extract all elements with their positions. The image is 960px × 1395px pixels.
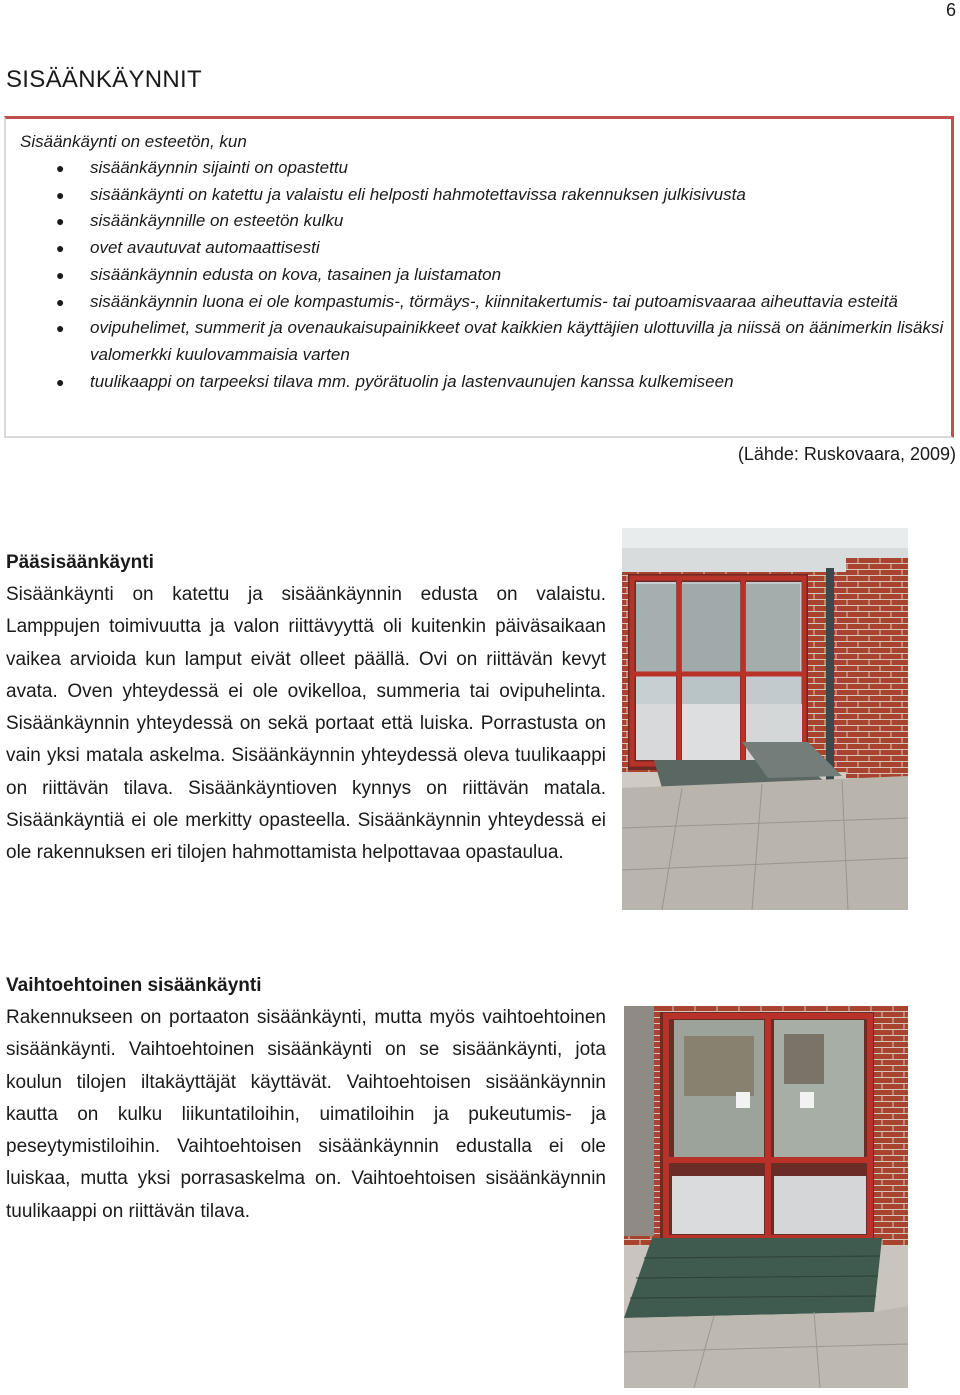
bullet-icon: ● [56,213,65,230]
alternative-entrance-section [6,970,606,1228]
bullet-icon: ● [56,293,65,310]
criteria-intro: Sisäänkäynti on esteetön, kun [20,132,247,151]
alternative-entrance-heading: Vaihtoehtoinen sisäänkäynti [6,975,262,996]
main-entrance-section [6,547,606,870]
list-item: ● ovet avautuvat automaattisesti [6,235,946,262]
criteria-list [6,155,946,395]
bullet-icon: ● [56,373,65,390]
main-entrance-heading: Pääsisäänkäynti [6,552,154,573]
page-title: SISÄÄNKÄYNNIT [6,66,202,93]
alternative-entrance-photo [624,1006,908,1388]
page-number: 6 [945,0,956,20]
list-item: ● ovipuhelimet, summerit ja ovenaukaisupainikkeet ovat kaikkien käyttäjien ulottuvilla ja niissä on äänimerkin lisäksi valomerkki kuulovammaisia varten [6,315,946,368]
list-item: ● sisäänkäynnin edusta on kova, tasainen ja luistamaton [6,262,946,289]
bullet-icon: ● [56,240,65,257]
main-entrance-text: Sisäänkäynti on katettu ja sisäänkäynnin edusta on valaistu. Lamppujen toimivuutta ja valon riittävyyttä oli kuitenkin päiväsaikaan vaikea arvioida kun lamput eivät olleet päällä. Ovi on riittävän kevyt avata. Oven yhteydessä ei ole ovikelloa, summeria tai ovipuhelinta. Sisäänkäynnin yhteydessä on sekä portaat että luiska. Porrastusta on vain yksi matala askelma. Sisäänkäynnin yhteydessä oleva tuulikaappi on riittävän tilava. Sisäänkäyntioven kynnys on riittävän matala. Sisäänkäyntiä ei ole merkitty opasteella. Sisäänkäynnin yhteydessä ei ole rakennuksen eri tilojen hahmottamista helpottavaa opastaulua. [6,584,606,864]
list-item: ● sisäänkäynnin luona ei ole kompastumis-, törmäys-, kiinnitakertumis- tai putoamisvaaraa aiheuttavia esteitä [6,289,946,316]
list-item: ● sisäänkäynnin sijainti on opastettu [6,155,946,182]
list-item: ● tuulikaappi on tarpeeksi tilava mm. pyörätuolin ja lastenvaunujen kanssa kulkemiseen [6,369,946,396]
accessibility-criteria-box [4,116,954,438]
list-item: ● sisäänkäynnille on esteetön kulku [6,208,946,235]
source-citation: (Lähde: Ruskovaara, 2009) [737,444,956,464]
bullet-icon: ● [56,160,65,176]
list-item: ● sisäänkäynti on katettu ja valaistu eli helposti hahmotettavissa rakennuksen julkisivusta [6,182,946,209]
bullet-icon: ● [56,266,65,283]
bullet-icon: ● [56,186,65,203]
alternative-entrance-text: Rakennukseen on portaaton sisäänkäynti, mutta myös vaihtoehtoinen sisäänkäynti. Vaihtoehtoinen sisäänkäynti on se sisäänkäynti, jota koulun tilojen iltakäyttäjät käyttävät. Vaihtoehtoisen sisäänkäynnin kautta on kulku liikuntatiloihin, uimatiloihin ja pukeutumis- ja peseytymistiloihin. Vaihtoehtoisen sisäänkäynnin edustalla ei ole luiskaa, mutta yksi porrasaskelma on. Vaihtoehtoisen sisäänkäynnin tuulikaappi on riittävän tilava. [6,1007,606,1222]
main-entrance-photo [622,528,908,910]
bullet-icon: ● [56,320,65,337]
